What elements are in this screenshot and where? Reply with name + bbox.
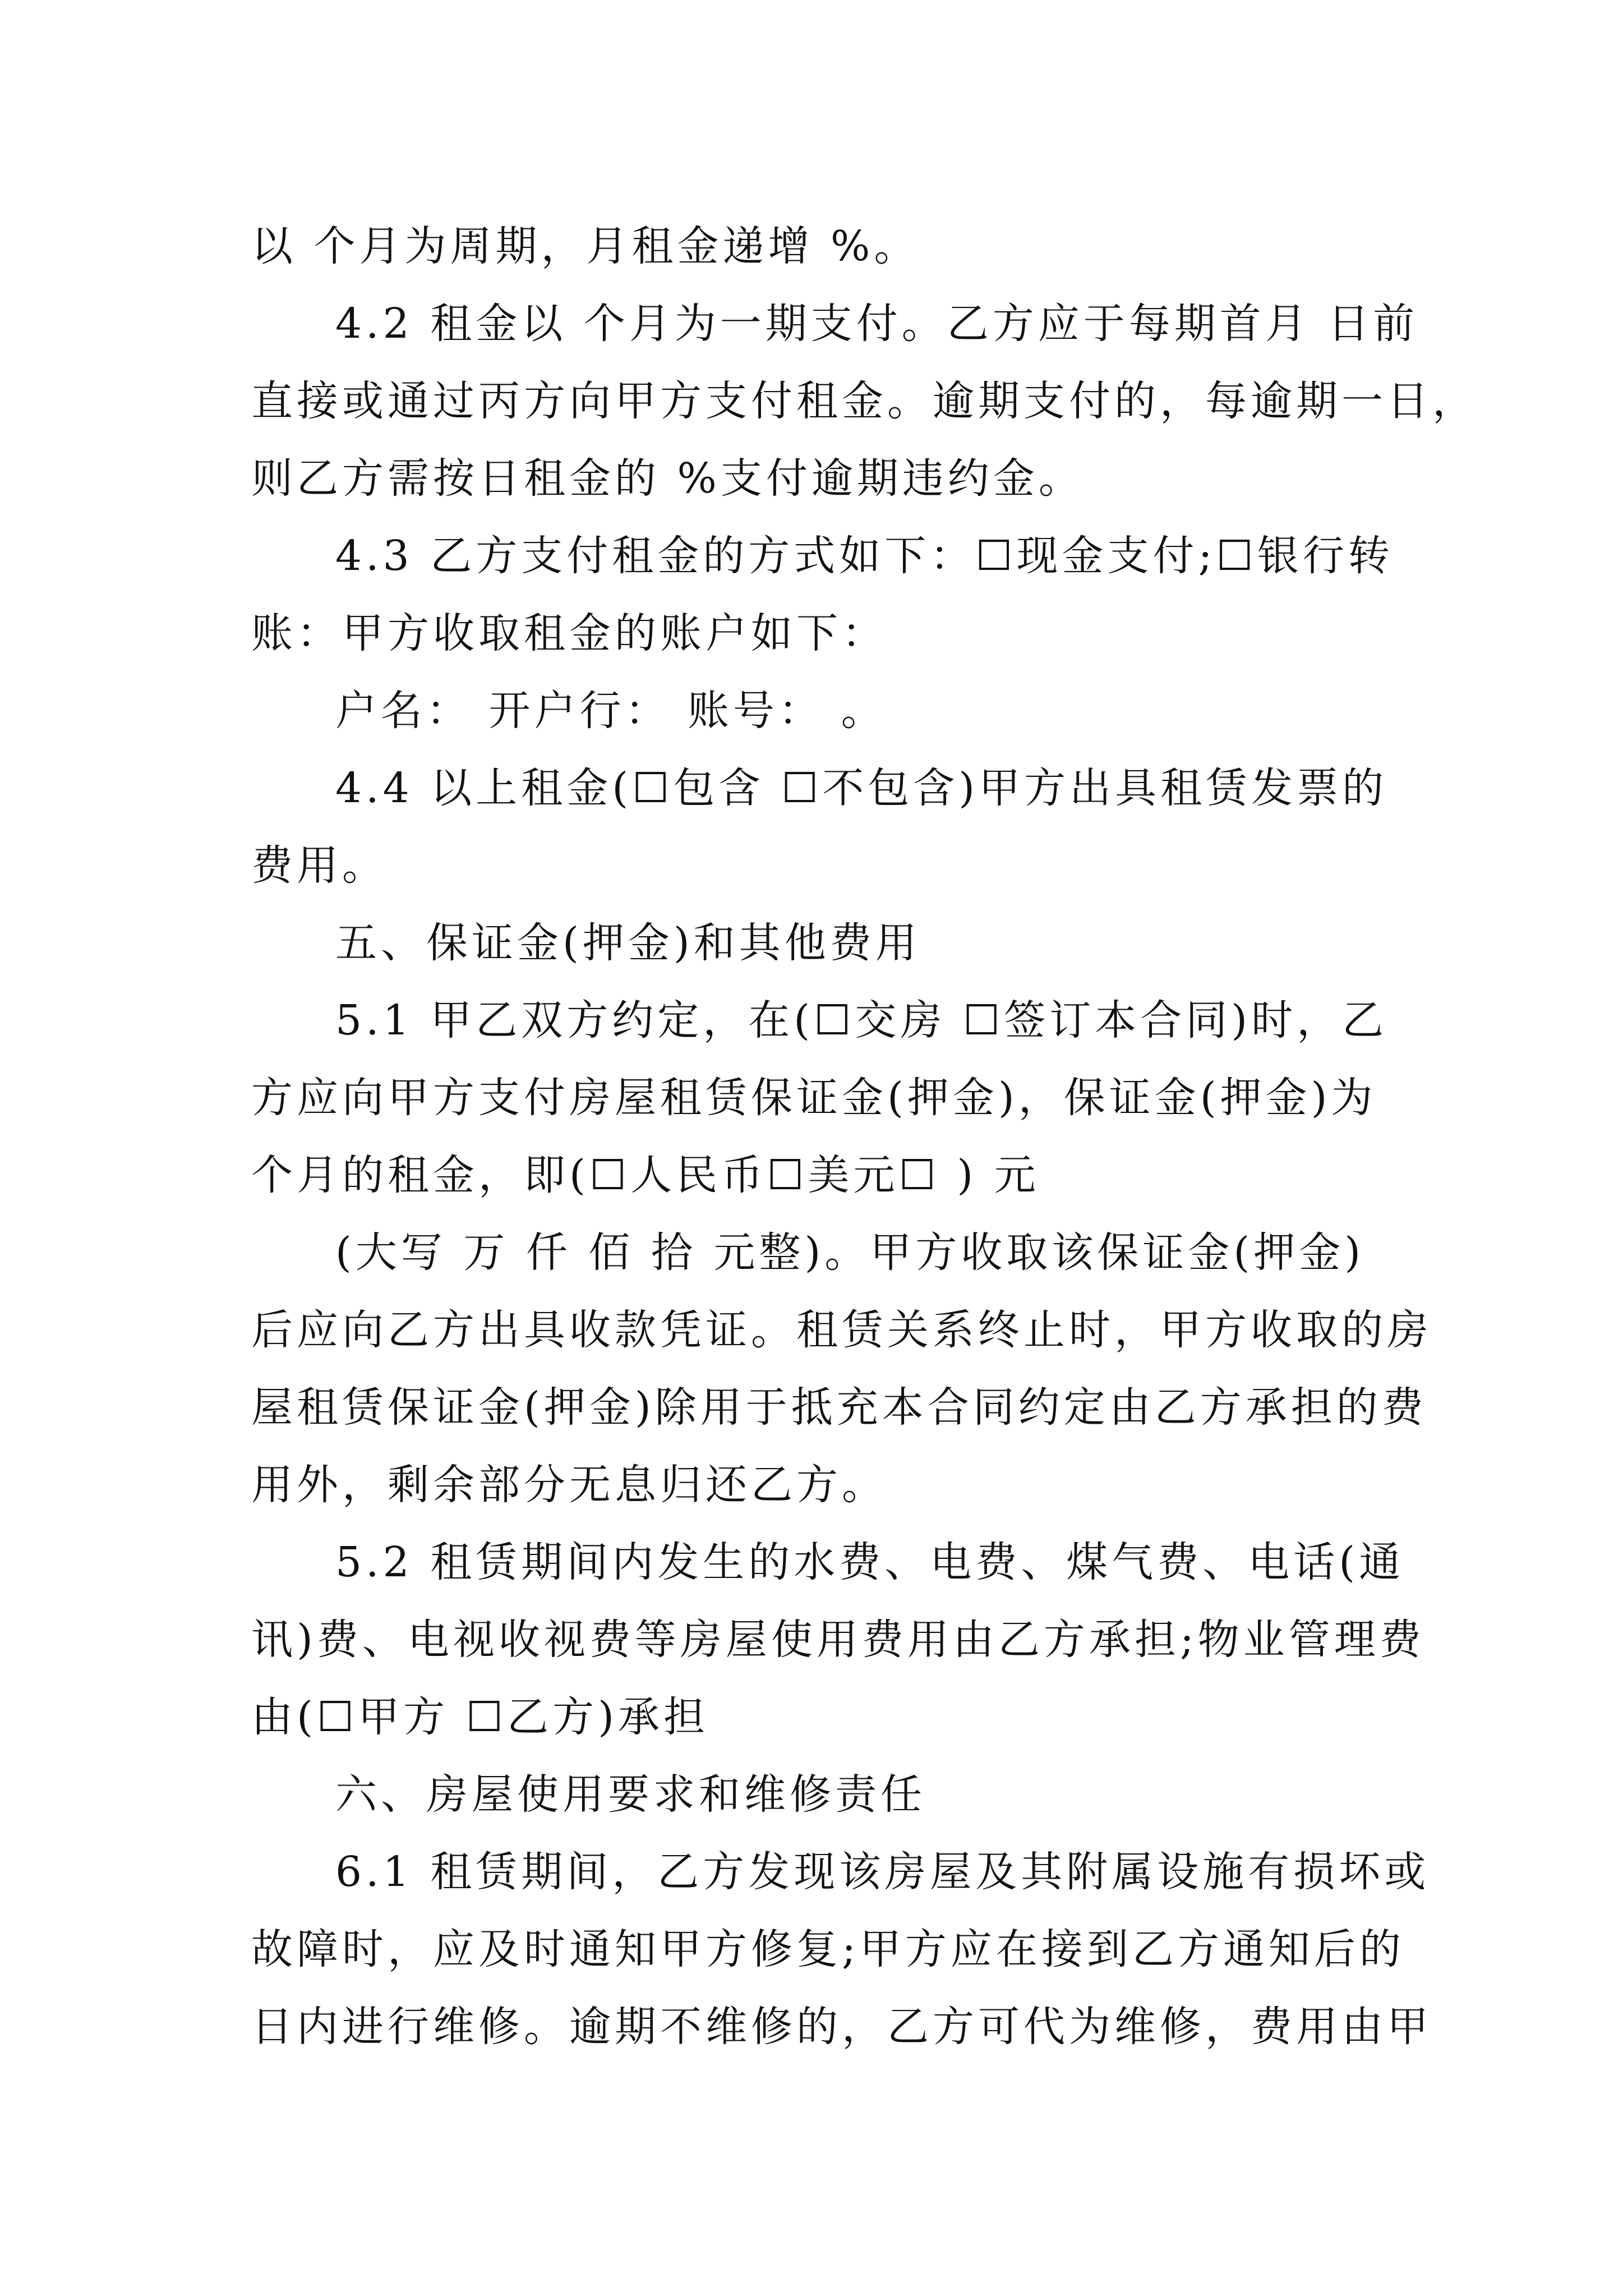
text-line: 个月的租金，即(☐人民币☐美元☐ ) 元 xyxy=(251,1151,1040,1199)
text-line: (大写 万 仟 佰 拾 元整)。甲方收取该保证金(押金) xyxy=(335,1228,1365,1277)
text-line: 故障时，应及时通知甲方修复;甲方应在接到乙方通知后的 xyxy=(251,1925,1405,1973)
clause-4-4: 4.4 以上租金(☐包含 ☐不包含)甲方出具租赁发票的 xyxy=(335,764,1388,812)
clause-5-2: 5.2 租赁期间内发生的水费、电费、煤气费、电话(通 xyxy=(335,1538,1405,1586)
text-line: 以 个月为周期，月租金递增 %。 xyxy=(251,222,920,270)
text-line: 则乙方需按日租金的 %支付逾期违约金。 xyxy=(251,454,1084,503)
text-line: 直接或通过丙方向甲方支付租金。逾期支付的，每逾期一日， xyxy=(251,377,1478,425)
text-line: 方应向甲方支付房屋租赁保证金(押金)，保证金(押金)为 xyxy=(251,1074,1377,1122)
text-line: 日内进行维修。逾期不维修的，乙方可代为维修，费用由甲 xyxy=(251,2003,1432,2051)
text-line: 后应向乙方出具收款凭证。租赁关系终止时，甲方收取的房 xyxy=(251,1306,1432,1354)
section-heading-5: 五、保证金(押金)和其他费用 xyxy=(335,919,921,967)
clause-6-1: 6.1 租赁期间，乙方发现该房屋及其附属设施有损坏或 xyxy=(335,1848,1430,1896)
text-line: 屋租赁保证金(押金)除用于抵充本合同约定由乙方承担的费 xyxy=(251,1383,1427,1432)
text-line: 账：甲方收取租金的账户如下： xyxy=(251,609,887,657)
text-line: 讯)费、电视收视费等房屋使用费用由乙方承担;物业管理费 xyxy=(251,1616,1425,1664)
clause-5-1: 5.1 甲乙双方约定，在(☐交房 ☐签订本合同)时，乙 xyxy=(335,996,1388,1045)
clause-4-3: 4.3 乙方支付租金的方式如下：☐现金支付;☐银行转 xyxy=(335,532,1394,580)
section-heading-6: 六、房屋使用要求和维修责任 xyxy=(335,1770,926,1819)
clause-4-2: 4.2 租金以 个月为一期支付。乙方应于每期首月 日前 xyxy=(335,300,1419,348)
account-info-line: 户名： 开户行： 账号： 。 xyxy=(335,687,887,735)
text-line: 费用。 xyxy=(251,841,388,890)
text-line: 由(☐甲方 ☐乙方)承担 xyxy=(251,1693,709,1741)
document-body xyxy=(251,208,1478,2065)
text-line: 用外，剩余部分无息归还乙方。 xyxy=(251,1461,887,1509)
